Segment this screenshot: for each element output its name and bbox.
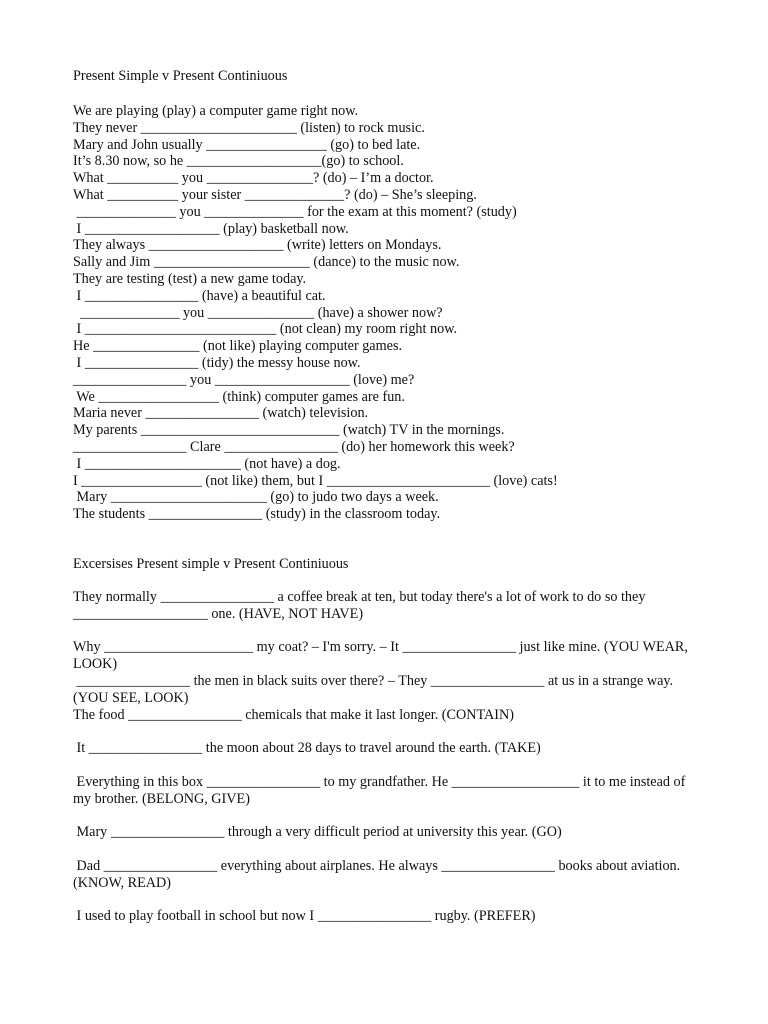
exercise2-item: I used to play football in school but now I ________________ rugby. (PREFER) <box>73 908 536 924</box>
exercise1-line: My parents ____________________________ (watch) TV in the mornings. <box>73 422 505 439</box>
exercise1-line: It’s 8.30 now, so he ___________________(go) to school. <box>73 153 404 170</box>
exercise1-line: I ___________________________ (not clean) my room right now. <box>73 321 458 338</box>
section1-title: Present Simple v Present Continiuous <box>73 68 288 84</box>
exercise1-line: We _________________ (think) computer games are fun. <box>73 388 405 405</box>
exercise2-item: Mary ________________ through a very difficult period at university this year. (GO) <box>73 824 562 840</box>
exercise1-line: They never ______________________ (listen) to rock music. <box>73 119 425 136</box>
exercise1-line: Mary ______________________ (go) to judo two days a week. <box>73 489 439 506</box>
exercise1-line: ________________ Clare ________________ (do) her homework this week? <box>73 439 515 455</box>
exercise1-line: I ________________ (tidy) the messy house now. <box>73 355 361 371</box>
exercise2-item: Dad ________________ everything about airplanes. He always ________________ books about aviation. (KNOW, READ) <box>73 858 684 891</box>
exercise1-line: They are testing (test) a new game today. <box>73 271 307 287</box>
exercise1-line: The students ________________ (study) in the classroom today. <box>73 506 441 523</box>
exercise1-line: Mary and John usually _________________ (go) to bed late. <box>73 136 421 153</box>
section2-title: Excersises Present simple v Present Continiuous <box>73 556 349 572</box>
exercise1-line: ______________ you _______________ (have) a shower now? <box>73 304 443 321</box>
exercise2-item: It ________________ the moon about 28 days to travel around the earth. (TAKE) <box>73 740 541 756</box>
exercise1-line: They always ___________________ (write) letters on Mondays. <box>73 237 442 254</box>
exercise1-line: I _________________ (not like) them, but I _______________________ (love) cats! <box>73 472 558 489</box>
exercise2-item: Everything in this box ________________ to my grandfather. He __________________ it to me instead of my brother. (BELONG, GIVE) <box>73 774 689 807</box>
exercise1-line: What __________ you _______________? (do) – I’m a doctor. <box>73 170 434 187</box>
exercise1-line: I ___________________ (play) basketball now. <box>73 220 349 237</box>
exercise1-line: What __________ your sister ______________? (do) – She’s sleeping. <box>73 187 477 203</box>
exercise2-item: They normally ________________ a coffee break at ten, but today there's a lot of work to do so they ___________________ one. (HAVE, NOT HAVE) <box>73 589 649 622</box>
exercise1-line: ________________ you ___________________ (love) me? <box>73 371 415 388</box>
exercise1-line: He _______________ (not like) playing computer games. <box>73 338 403 355</box>
exercise2-item: Why _____________________ my coat? – I'm sorry. – It ________________ just like mine. (YOU WEAR, LOOK) <box>73 639 692 672</box>
exercise1-line: Maria never ________________ (watch) television. <box>73 405 369 422</box>
exercise2-item: ________________ the men in black suits over there? – They ________________ at us in a strange way. (YOU SEE, LOOK) <box>73 673 677 706</box>
exercise1-line: Sally and Jim ______________________ (dance) to the music now. <box>73 254 460 271</box>
exercise2-item: The food ________________ chemicals that make it last longer. (CONTAIN) <box>73 707 514 723</box>
exercise1-line: I ______________________ (not have) a dog. <box>73 455 341 472</box>
exercise1-line: ______________ you ______________ for the exam at this moment? (study) <box>73 203 517 220</box>
exercise1-line: I ________________ (have) a beautiful cat. <box>73 287 326 304</box>
exercise1-line: We are playing (play) a computer game right now. <box>73 103 359 119</box>
